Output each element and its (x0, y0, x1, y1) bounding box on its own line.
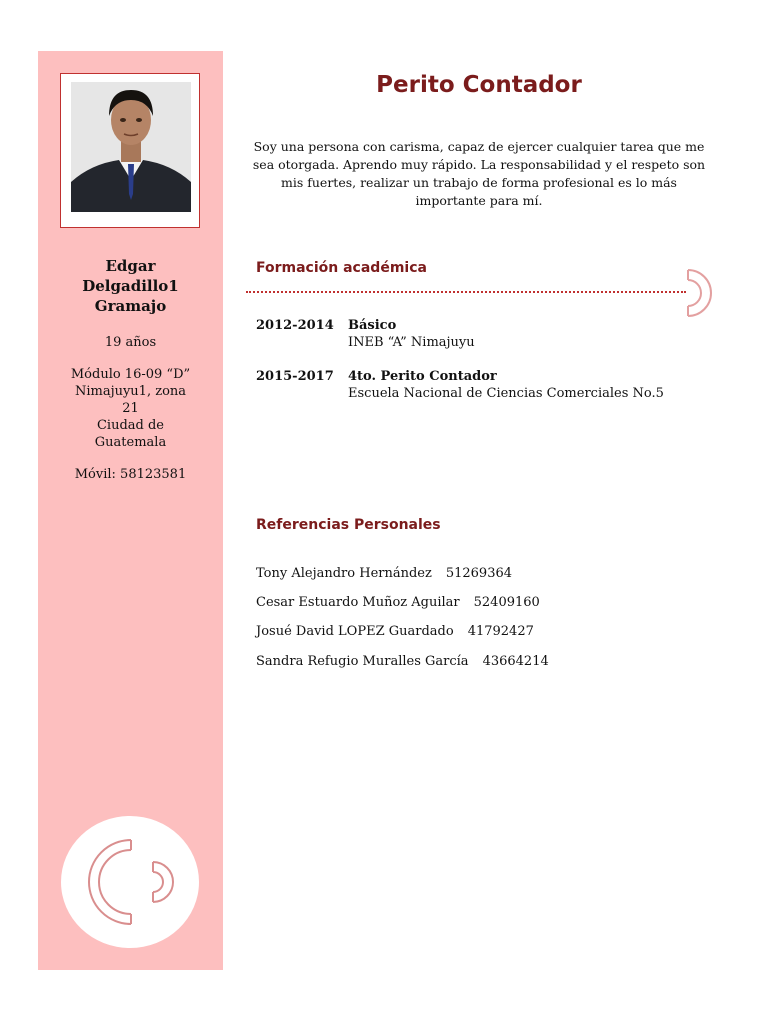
reference-phone: 51269364 (445, 566, 513, 581)
education-institution: INEB “A” Nimajuyu (348, 335, 475, 350)
references-heading: Referencias Personales (256, 517, 441, 533)
half-circle-ornament-icon (686, 268, 716, 318)
reference-phone: 41792427 (467, 624, 534, 639)
person-name: Edgar Delgadillo1 Gramajo (82, 257, 179, 315)
reference-phone: 52409160 (473, 595, 540, 610)
age: 19 años (104, 335, 157, 350)
sidebar (38, 51, 223, 970)
education-title: Básico (348, 318, 397, 333)
mobile-phone: Móvil: 58123581 (74, 467, 187, 482)
reference-name: Tony Alejandro Hernández (256, 566, 432, 581)
reference-item (256, 566, 512, 581)
education-years: 2015-2017 (256, 369, 334, 384)
education-institution: Escuela Nacional de Ciencias Comerciales No.5 (348, 386, 664, 401)
education-heading: Formación académica (256, 260, 427, 276)
reference-item (256, 624, 534, 639)
decorative-logo-icon (61, 816, 199, 948)
profile-photo (71, 82, 191, 212)
reference-item (256, 654, 549, 669)
profile-photo-frame (60, 73, 200, 228)
contact-info (38, 256, 223, 483)
education-years: 2012-2014 (256, 318, 334, 333)
reference-phone: 43664214 (482, 654, 549, 669)
education-title: 4to. Perito Contador (348, 369, 497, 384)
page-title: Perito Contador (376, 72, 582, 98)
section-divider (246, 291, 686, 293)
decorative-circle (61, 816, 199, 948)
reference-name: Cesar Estuardo Muñoz Aguilar (256, 595, 460, 610)
reference-name: Josué David LOPEZ Guardado (256, 624, 454, 639)
address: Módulo 16-09 “D” Nimajuyu1, zona 21 Ciudad de Guatemala (70, 367, 191, 450)
profile-summary: Soy una persona con carisma, capaz de ejercer cualquier tarea que me sea otorgada. Aprendo muy rápido. La responsabilidad y el respeto son mis fuertes, realizar un trabajo de forma profesional es lo más importante para mí. (252, 139, 706, 208)
reference-name: Sandra Refugio Muralles García (256, 654, 469, 669)
person-portrait-icon (71, 82, 191, 212)
reference-item (256, 595, 540, 610)
